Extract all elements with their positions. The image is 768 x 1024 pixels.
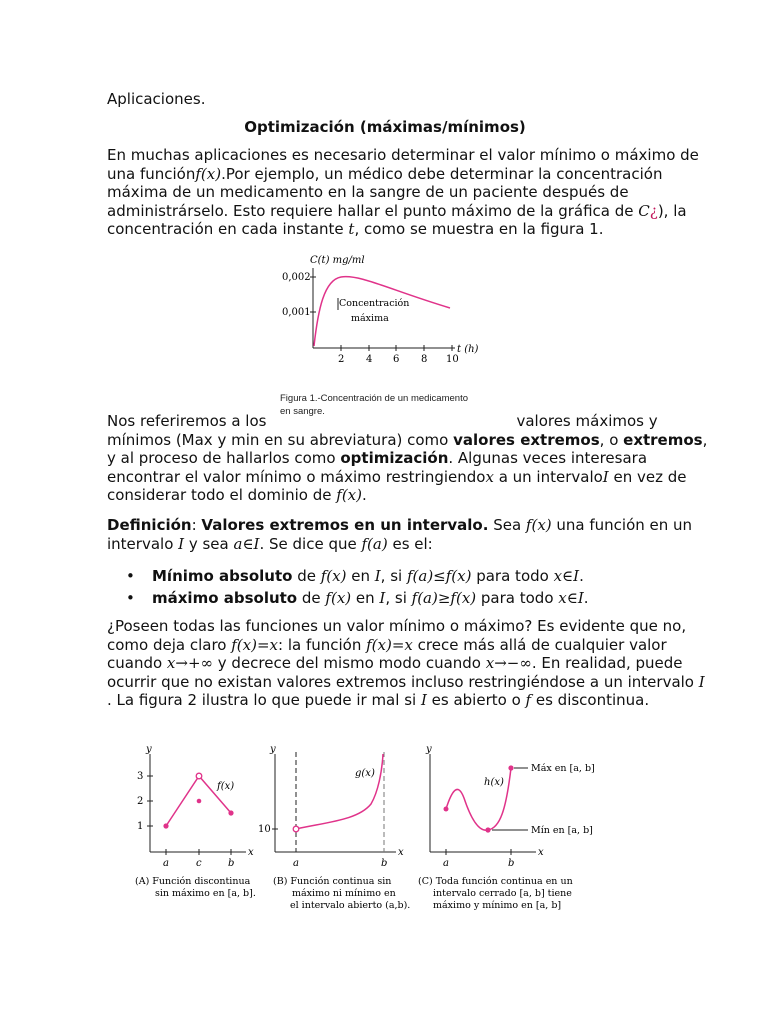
- fig2-panel-b: [258, 744, 410, 911]
- fig2c-y-label: y: [426, 744, 432, 755]
- fig2c-endpoint-a: [444, 807, 449, 812]
- fig2b-open-point: [293, 826, 299, 832]
- figure-1-concentration-graph: [280, 250, 495, 375]
- fig2b-xtick-label-b: b: [381, 858, 388, 869]
- fig2b-ytick-label: 10: [258, 824, 271, 835]
- fig2b-x-label: x: [398, 847, 404, 858]
- section-heading: Aplicaciones.: [107, 90, 206, 108]
- bullet-maximo: • máximo absoluto de f(x) en I, si f(a)≥f(x) para todo x∈I.: [126, 589, 589, 607]
- intro-line-3: máxima de un medicamento en la sangre de un paciente después de: [107, 183, 629, 202]
- fig1-concentration-curve: [314, 277, 450, 346]
- fig2c-max-point: [508, 765, 513, 770]
- extremos-line-3: y al proceso de hallarlos como optimización. Algunas veces interesara: [107, 449, 648, 468]
- fig2c-xtick-label-a: a: [443, 858, 449, 869]
- fig2b-y-label: y: [270, 744, 276, 755]
- fig2a-caption-2: sin máximo en [a, b].: [155, 888, 256, 899]
- fig2c-caption-1: (C) Toda función continua en un: [418, 876, 573, 887]
- intro-line-5: concentración en cada instante t, como se muestra en la figura 1.: [107, 220, 604, 239]
- fig2c-func-label: h(x): [484, 777, 504, 788]
- fig2b-func-label: g(x): [355, 768, 375, 779]
- fig2c-min-label: Mín en [a, b]: [531, 825, 593, 836]
- fig2c-max-label: Máx en [a, b]: [531, 763, 595, 774]
- paragraph-question: [107, 617, 705, 710]
- bullet-dot: •: [126, 567, 135, 585]
- fig2a-open-point: [196, 773, 202, 779]
- fig2a-filled-point: [197, 799, 202, 804]
- caption-line-2: en sangre.: [280, 406, 325, 417]
- page-title: Optimización (máximas/mínimos): [244, 118, 526, 136]
- question-line-1: ¿Poseen todas las funciones un valor mínimo o máximo? Es evidente que no,: [107, 617, 687, 635]
- fig2a-ytick-label-1: 3: [137, 771, 144, 782]
- definition-line-1: Definición: Valores extremos en un intervalo. Sea f(x) una función en un: [107, 516, 693, 534]
- fig2a-x-label: x: [248, 847, 254, 858]
- fig2a-endpoint-b: [228, 810, 233, 815]
- paragraph-extremos: [107, 412, 708, 505]
- fig2a-func-label: f(x): [217, 781, 235, 792]
- extremos-line-4: encontrar el valor mínimo o máximo restringiendox a un intervaloI en vez de: [107, 467, 687, 486]
- bullet-dot: •: [126, 589, 135, 607]
- fig2a-xtick-label-b: b: [228, 858, 235, 869]
- fig2c-xtick-label-b: b: [508, 858, 515, 869]
- fig2a-ytick-label-3: 1: [137, 821, 144, 832]
- extremos-line-1: Nos referiremos a los valores máximos y: [107, 412, 658, 430]
- fig2-panel-c: [418, 744, 595, 911]
- question-line-5: . La figura 2 ilustra lo que puede ir mal si I es abierto o f es discontinua.: [107, 691, 650, 710]
- fig1-xtick-label-3: 6: [393, 354, 400, 365]
- paragraph-intro: [107, 146, 699, 239]
- intro-line-2: una funciónf(x).Por ejemplo, un médico debe determinar la concentración: [107, 164, 663, 183]
- extremos-line-5: considerar todo el dominio de f(x).: [107, 486, 367, 505]
- question-line-4: ocurrir que no existan valores extremos incluso restringiéndose a un intervalo I: [107, 672, 705, 691]
- fig1-ytick-label-1: 0,002: [282, 272, 311, 283]
- bullet-list: [107, 566, 667, 608]
- fig2a-caption-1: (A) Función discontinua: [135, 876, 251, 887]
- fig1-xtick-label-1: 2: [338, 354, 345, 365]
- fig2a-ytick-label-2: 2: [137, 796, 144, 807]
- fig2c-x-label: x: [538, 847, 544, 858]
- fig2a-xtick-label-a: a: [163, 858, 169, 869]
- fig1-xtick-label-4: 8: [421, 354, 428, 365]
- intro-line-1: En muchas aplicaciones es necesario determinar el valor mínimo o máximo de: [107, 146, 699, 164]
- caption-line-1: Figura 1.-Concentración de un medicamento: [280, 393, 468, 404]
- fig2c-min-point: [485, 827, 490, 832]
- fig1-xlabel: t (h): [457, 344, 479, 355]
- intro-line-4: administrárselo. Esto requiere hallar el punto máximo de la gráfica de C¿), la: [107, 201, 687, 220]
- question-line-3: cuando x→+∞ y decrece del mismo modo cuando x→−∞. En realidad, puede: [107, 654, 683, 673]
- bullet-minimo: • Mínimo absoluto de f(x) en I, si f(a)≤f(x) para todo x∈I.: [126, 567, 584, 585]
- fig1-xtick-label-2: 4: [366, 354, 373, 365]
- definition-line-2: intervalo I y sea a∈I. Se dice que f(a) es el:: [107, 534, 433, 553]
- fig1-ytick-label-2: 0,001: [282, 307, 311, 318]
- fig2-panel-a: [135, 744, 256, 899]
- fig2b-caption-2: máximo ni mínimo en: [292, 888, 396, 899]
- fig2b-xtick-label-a: a: [293, 858, 299, 869]
- fig2b-caption-1: (B) Función continua sin: [273, 876, 392, 887]
- fig2a-endpoint-a: [163, 823, 168, 828]
- figure-2-graphs: [128, 740, 608, 920]
- extremos-line-2: mínimos (Max y min en su abreviatura) como valores extremos, o extremos,: [107, 430, 708, 449]
- question-line-2: como deja claro f(x)=x: la función f(x)=x crece más allá de cualquier valor: [107, 635, 667, 654]
- fig2a-y-label: y: [146, 744, 152, 755]
- fig1-ylabel: C(t) mg/ml: [310, 255, 365, 266]
- fig1-xtick-label-5: 10: [446, 354, 459, 365]
- fig2b-caption-3: el intervalo abierto (a,b).: [290, 900, 411, 911]
- fig2a-xtick-label-c: c: [196, 858, 202, 869]
- fig2b-curve: [296, 754, 383, 829]
- fig2c-caption-3: máximo y mínimo en [a, b]: [433, 900, 562, 911]
- definition-block: [107, 516, 693, 553]
- fig1-annotation-line-1: Concentración: [339, 298, 410, 309]
- fig1-annotation-line-2: máxima: [351, 313, 389, 324]
- fig2c-caption-2: intervalo cerrado [a, b] tiene: [433, 888, 572, 899]
